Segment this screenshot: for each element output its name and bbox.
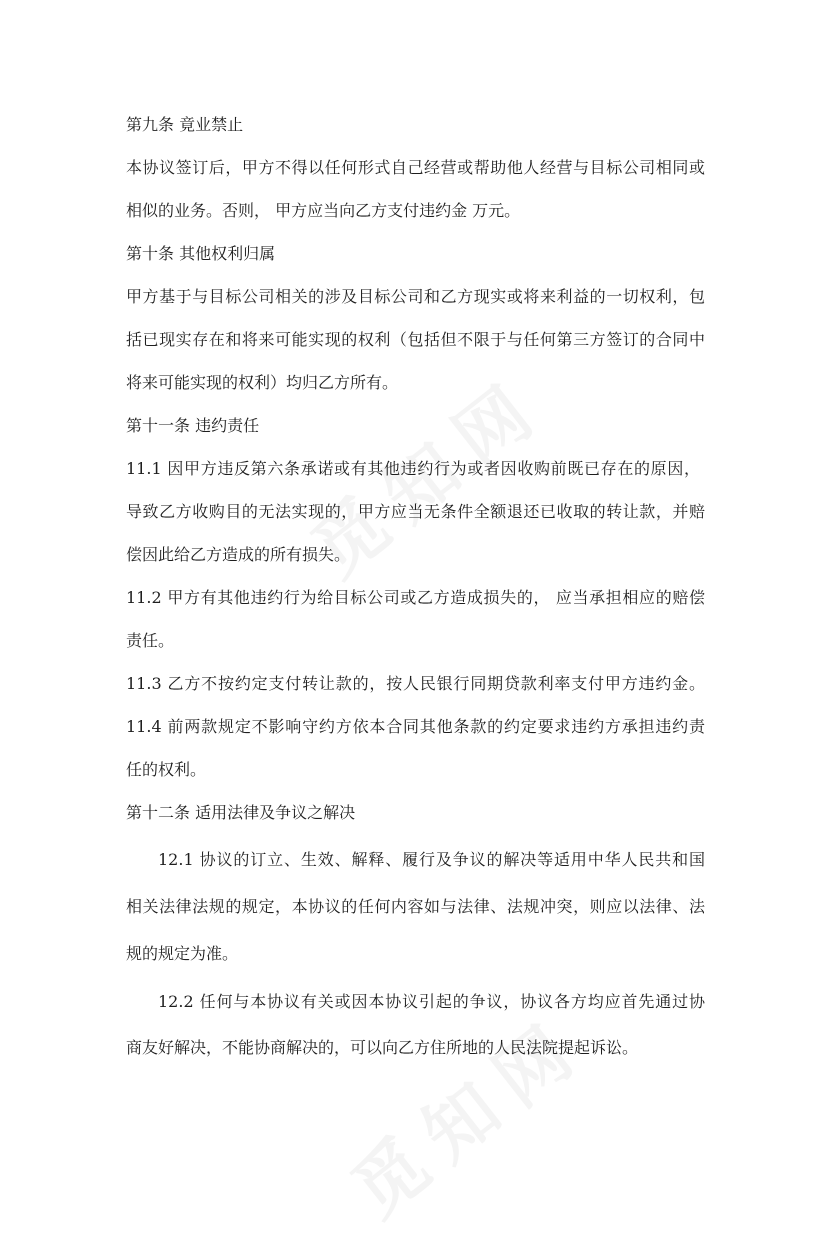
- paragraph-line: 商友好解决，不能协商解决的，可以向乙方住所地的人民法院提起诉讼。: [126, 1038, 639, 1057]
- paragraph-line: 任的权利。: [126, 760, 207, 779]
- watermark: [327, 988, 604, 1236]
- paragraph-line: 12.1 协议的订立、生效、解释、履行及争议的解决等适用中华人民共和国: [158, 850, 705, 869]
- section-heading: 第十条 其他权利归属: [126, 244, 276, 263]
- paragraph-line: 括已现实存在和将来可能实现的权利（包括但不限于与任何第三方签订的合同中: [126, 330, 705, 349]
- paragraph-line: 11.3 乙方不按约定支付转让款的，按人民银行同期贷款利率支付甲方违约金。: [126, 674, 705, 693]
- section-heading: 第九条 竟业禁止: [126, 115, 244, 134]
- paragraph-line: 11.2 甲方有其他违约行为给目标公司或乙方造成损失的， 应当承担相应的赔偿: [126, 588, 705, 607]
- paragraph-line: 责任。: [126, 631, 175, 650]
- paragraph-line: 12.2 任何与本协议有关或因本协议引起的争议，协议各方均应首先通过协: [158, 992, 705, 1011]
- paragraph-line: 偿因此给乙方造成的所有损失。: [126, 545, 351, 564]
- paragraph-line: 将来可能实现的权利）均归乙方所有。: [126, 373, 399, 392]
- paragraph-line: 11.4 前两款规定不影响守约方依本合同其他条款的约定要求违约方承担违约责: [126, 717, 705, 736]
- paragraph-line: 相关法律法规的规定，本协议的任何内容如与法律、法规冲突，则应以法律、法: [126, 897, 705, 916]
- paragraph-line: 相似的业务。否则， 甲方应当向乙方支付违约金 万元。: [126, 201, 521, 220]
- paragraph-line: 11.1 因甲方违反第六条承诺或有其他违约行为或者因收购前既已存在的原因，: [126, 459, 700, 478]
- paragraph-line: 甲方基于与目标公司相关的涉及目标公司和乙方现实或将来利益的一切权利，包: [126, 287, 705, 306]
- section-heading: 第十一条 违约责任: [126, 416, 260, 435]
- paragraph-line: 本协议签订后，甲方不得以任何形式自己经营或帮助他人经营与目标公司相同或: [126, 158, 705, 177]
- paragraph-line: 导致乙方收购目的无法实现的，甲方应当无条件全额退还已收取的转让款，并赔: [126, 502, 705, 521]
- paragraph-line: 规的规定为准。: [126, 944, 239, 963]
- section-heading: 第十二条 适用法律及争议之解决: [126, 803, 356, 822]
